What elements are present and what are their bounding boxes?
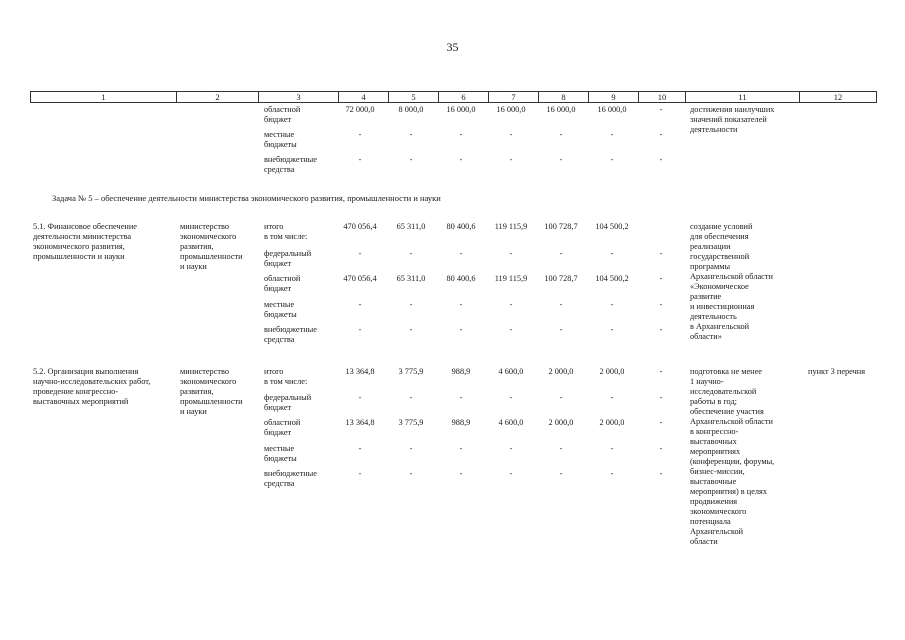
s51-result-line: создание условий bbox=[690, 222, 753, 231]
s52-value-cell: - bbox=[409, 444, 413, 453]
s51-value-cell: - bbox=[459, 300, 463, 309]
s51-value-cell: - bbox=[610, 300, 614, 309]
s51-value-cell: - bbox=[659, 300, 663, 309]
s51-value-cell: - bbox=[559, 249, 563, 258]
s51-value-cell: - bbox=[659, 325, 663, 334]
cont-value-cell: - bbox=[409, 130, 413, 139]
col-num-12: 12 bbox=[800, 92, 877, 103]
cont-value-cell: - bbox=[459, 130, 463, 139]
cont-value-cell: 16 000,0 bbox=[496, 105, 526, 114]
s51-result-line: Архангельской области bbox=[690, 272, 773, 281]
s52-value-cell: 2 000,0 bbox=[599, 367, 625, 376]
cont-source-label-line: областной bbox=[264, 105, 301, 114]
s51-value-cell: - bbox=[459, 325, 463, 334]
s52-result-line: бизнес-миссии, bbox=[690, 467, 745, 476]
s52-source-label-line: итого bbox=[264, 367, 284, 376]
s51-source-label-line: внебюджетные bbox=[264, 325, 317, 334]
s51-value-cell: 80 400,6 bbox=[446, 274, 476, 283]
s52-executor-line: и науки bbox=[180, 407, 207, 416]
s52-value-cell: 13 364,8 bbox=[345, 367, 375, 376]
s51-activity-line: экономического развития, bbox=[33, 242, 125, 251]
s52-value-cell: - bbox=[358, 393, 362, 402]
s52-result-line: выставочных bbox=[690, 437, 737, 446]
s52-result-line: обеспечение участия bbox=[690, 407, 764, 416]
s51-executor-line: развития, bbox=[180, 242, 214, 251]
cont-source-label-line: бюджеты bbox=[264, 140, 297, 149]
cont-value-cell: 16 000,0 bbox=[546, 105, 576, 114]
col-num-6: 6 bbox=[439, 92, 489, 103]
s51-source-label-line: бюджет bbox=[264, 259, 292, 268]
cont-source-label-line: средства bbox=[264, 165, 295, 174]
s52-source-label-line: местные bbox=[264, 444, 295, 453]
s51-activity-line: промышленности и науки bbox=[33, 252, 125, 261]
s52-value-cell: - bbox=[509, 444, 513, 453]
col-num-4: 4 bbox=[339, 92, 389, 103]
s52-value-cell: - bbox=[610, 469, 614, 478]
s52-result-line: (конференции, форумы, bbox=[690, 457, 775, 466]
s51-value-cell: 119 115,9 bbox=[494, 222, 528, 231]
s52-result-line: выставочные bbox=[690, 477, 737, 486]
s52-source-label-line: бюджет bbox=[264, 403, 292, 412]
s51-value-cell: - bbox=[559, 325, 563, 334]
s51-activity-line: деятельности министерства bbox=[33, 232, 132, 241]
col-num-3: 3 bbox=[259, 92, 339, 103]
s52-value-cell: 13 364,8 bbox=[345, 418, 375, 427]
s51-result-line: для обеспечения bbox=[690, 232, 749, 241]
s51-value-cell: - bbox=[358, 300, 362, 309]
s52-value-cell: - bbox=[459, 469, 463, 478]
s52-result-line: в конгрессно- bbox=[690, 427, 739, 436]
s52-value-cell: - bbox=[659, 393, 663, 402]
s51-result-line: реализации bbox=[690, 242, 731, 251]
s52-value-cell: - bbox=[358, 444, 362, 453]
s52-value-cell: - bbox=[459, 393, 463, 402]
s51-source-label-line: федеральный bbox=[264, 249, 312, 258]
cont-value-cell: - bbox=[559, 155, 563, 164]
s51-result-line: и инвестиционная bbox=[690, 302, 755, 311]
cont-result-line: достижения наилучших bbox=[690, 105, 775, 114]
cont-value-cell: - bbox=[659, 155, 663, 164]
s52-value-cell: 4 600,0 bbox=[498, 418, 524, 427]
cont-value-cell: - bbox=[358, 155, 362, 164]
s52-value-cell: 2 000,0 bbox=[548, 367, 574, 376]
s52-value-cell: - bbox=[559, 444, 563, 453]
task-title: Задача № 5 – обеспечение деятельности министерства экономического развития, промышленности и науки bbox=[52, 193, 441, 203]
s52-value-cell: - bbox=[659, 469, 663, 478]
cont-value-cell: - bbox=[659, 105, 663, 114]
s52-value-cell: 988,9 bbox=[451, 418, 471, 427]
s51-value-cell: - bbox=[358, 325, 362, 334]
s51-result-line: области» bbox=[690, 332, 722, 341]
s52-executor-line: министерство bbox=[180, 367, 230, 376]
s52-source-label-line: областной bbox=[264, 418, 301, 427]
s51-value-cell: 100 728,7 bbox=[544, 274, 578, 283]
s52-value-cell: 988,9 bbox=[451, 367, 471, 376]
s51-source-label-line: областной bbox=[264, 274, 301, 283]
cont-value-cell: - bbox=[459, 155, 463, 164]
col-num-5: 5 bbox=[389, 92, 439, 103]
s52-result-line: мероприятия) в целях bbox=[690, 487, 768, 496]
s52-source-label-line: в том числе: bbox=[264, 377, 308, 386]
s52-value-cell: 3 775,9 bbox=[398, 367, 424, 376]
s51-value-cell: - bbox=[409, 300, 413, 309]
s51-value-cell: 100 728,7 bbox=[544, 222, 578, 231]
cont-value-cell: - bbox=[659, 130, 663, 139]
s51-value-cell: - bbox=[509, 325, 513, 334]
s51-result-line: программы bbox=[690, 262, 731, 271]
s51-executor-line: экономического bbox=[180, 232, 237, 241]
s51-source-label-line: итого bbox=[264, 222, 284, 231]
s52-result-line: подготовка не менее bbox=[690, 367, 762, 376]
cont-value-cell: - bbox=[509, 155, 513, 164]
cont-value-cell: 16 000,0 bbox=[446, 105, 476, 114]
s52-value-cell: - bbox=[459, 444, 463, 453]
cont-result-line: деятельности bbox=[690, 125, 738, 134]
s51-value-cell: 65 311,0 bbox=[396, 222, 426, 231]
s51-value-cell: - bbox=[659, 249, 663, 258]
s51-source-label-line: бюджет bbox=[264, 284, 292, 293]
cont-value-cell: - bbox=[610, 155, 614, 164]
s51-executor-line: промышленности bbox=[180, 252, 243, 261]
s52-result-line: Архангельской bbox=[690, 527, 744, 536]
s52-result-line: области bbox=[690, 537, 718, 546]
cont-source-label-line: местные bbox=[264, 130, 295, 139]
s51-source-label-line: местные bbox=[264, 300, 295, 309]
s52-value-cell: 3 775,9 bbox=[398, 418, 424, 427]
s52-value-cell: - bbox=[509, 469, 513, 478]
cont-value-cell: 16 000,0 bbox=[597, 105, 627, 114]
s51-value-cell: 104 500,2 bbox=[595, 222, 629, 231]
s51-result-line: «Экономическое bbox=[690, 282, 749, 291]
s52-value-cell: - bbox=[659, 367, 663, 376]
s51-value-cell: - bbox=[659, 274, 663, 283]
cont-source-label-line: внебюджетные bbox=[264, 155, 317, 164]
s51-value-cell: 104 500,2 bbox=[595, 274, 629, 283]
s52-value-cell: - bbox=[358, 469, 362, 478]
s51-source-label-line: бюджеты bbox=[264, 310, 297, 319]
s52-value-cell: 4 600,0 bbox=[498, 367, 524, 376]
s52-result-line: продвижения bbox=[690, 497, 738, 506]
s52-result-line: Архангельской области bbox=[690, 417, 773, 426]
col-num-11: 11 bbox=[686, 92, 800, 103]
col-num-10: 10 bbox=[639, 92, 686, 103]
s51-value-cell: - bbox=[559, 300, 563, 309]
s52-value-cell: 2 000,0 bbox=[599, 418, 625, 427]
s52-source-label-line: федеральный bbox=[264, 393, 312, 402]
s51-result-line: деятельность bbox=[690, 312, 737, 321]
s52-source-label-line: бюджет bbox=[264, 428, 292, 437]
cont-result-line: значений показателей bbox=[690, 115, 767, 124]
s51-value-cell: 470 056,4 bbox=[343, 222, 377, 231]
s52-source-label-line: внебюджетные bbox=[264, 469, 317, 478]
s51-value-cell: - bbox=[409, 249, 413, 258]
s52-value-cell: - bbox=[659, 444, 663, 453]
s51-activity-line: 5.1. Финансовое обеспечение bbox=[33, 222, 137, 231]
s51-value-cell: - bbox=[459, 249, 463, 258]
cont-source-label-line: бюджет bbox=[264, 115, 292, 124]
s51-value-cell: - bbox=[409, 325, 413, 334]
cont-value-cell: 8 000,0 bbox=[398, 105, 424, 114]
s51-source-label-line: средства bbox=[264, 335, 295, 344]
s52-result-line: экономического bbox=[690, 507, 747, 516]
s52-executor-line: промышленности bbox=[180, 397, 243, 406]
s51-result-line: государственной bbox=[690, 252, 750, 261]
s51-value-cell: 470 056,4 bbox=[343, 274, 377, 283]
s52-reference: пункт 3 перечня bbox=[808, 367, 866, 376]
s52-source-label-line: бюджеты bbox=[264, 454, 297, 463]
s51-source-label-line: в том числе: bbox=[264, 232, 308, 241]
page-number: 35 bbox=[446, 40, 459, 54]
s51-executor-line: и науки bbox=[180, 262, 207, 271]
column-number-header bbox=[30, 91, 877, 103]
col-num-9: 9 bbox=[589, 92, 639, 103]
s52-result-line: работы в год; bbox=[690, 397, 737, 406]
cont-value-cell: - bbox=[559, 130, 563, 139]
cont-value-cell: 72 000,0 bbox=[345, 105, 375, 114]
s52-result-line: исследовательской bbox=[690, 387, 757, 396]
s51-value-cell: - bbox=[509, 249, 513, 258]
s51-value-cell: - bbox=[610, 325, 614, 334]
s52-value-cell: - bbox=[659, 418, 663, 427]
s52-value-cell: - bbox=[559, 469, 563, 478]
s52-activity-line: 5.2. Организация выполнения bbox=[33, 367, 139, 376]
s51-result-line: развитие bbox=[690, 292, 722, 301]
s52-activity-line: научно-исследовательских работ, bbox=[33, 377, 151, 386]
s51-value-cell: 119 115,9 bbox=[494, 274, 528, 283]
s52-result-line: потенциала bbox=[690, 517, 731, 526]
s52-activity-line: проведение конгрессно- bbox=[33, 387, 119, 396]
s52-executor-line: экономического bbox=[180, 377, 237, 386]
s52-value-cell: - bbox=[610, 444, 614, 453]
s52-result-line: 1 научно- bbox=[690, 377, 724, 386]
s51-value-cell: 80 400,6 bbox=[446, 222, 476, 231]
s51-value-cell: - bbox=[358, 249, 362, 258]
s51-executor-line: министерство bbox=[180, 222, 230, 231]
s52-value-cell: - bbox=[409, 469, 413, 478]
s51-value-cell: 65 311,0 bbox=[396, 274, 426, 283]
s52-result-line: мероприятиях bbox=[690, 447, 741, 456]
s52-value-cell: - bbox=[509, 393, 513, 402]
s52-source-label-line: средства bbox=[264, 479, 295, 488]
col-num-1: 1 bbox=[31, 92, 177, 103]
s52-value-cell: - bbox=[610, 393, 614, 402]
cont-value-cell: - bbox=[409, 155, 413, 164]
cont-value-cell: - bbox=[509, 130, 513, 139]
s52-value-cell: - bbox=[409, 393, 413, 402]
col-num-2: 2 bbox=[177, 92, 259, 103]
s51-value-cell: - bbox=[509, 300, 513, 309]
s52-value-cell: 2 000,0 bbox=[548, 418, 574, 427]
cont-value-cell: - bbox=[358, 130, 362, 139]
col-num-7: 7 bbox=[489, 92, 539, 103]
s51-result-line: в Архангельской bbox=[690, 322, 750, 331]
col-num-8: 8 bbox=[539, 92, 589, 103]
s52-executor-line: развития, bbox=[180, 387, 214, 396]
cont-value-cell: - bbox=[610, 130, 614, 139]
s52-value-cell: - bbox=[559, 393, 563, 402]
s52-activity-line: выставочных мероприятий bbox=[33, 397, 129, 406]
s51-value-cell: - bbox=[610, 249, 614, 258]
